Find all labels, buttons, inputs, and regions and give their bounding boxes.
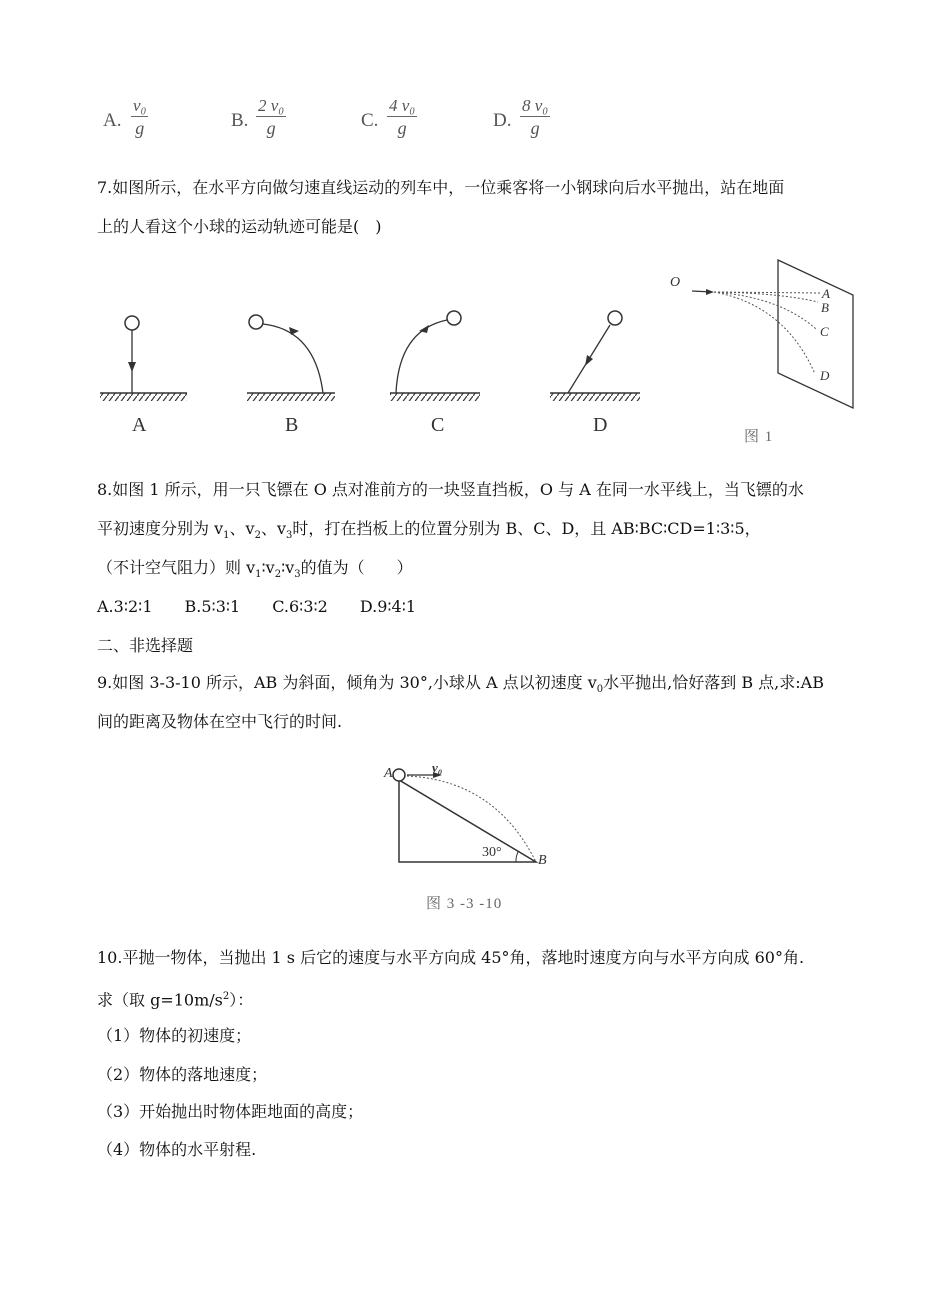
q9-text-line2: 间的距离及物体在空中飞行的时间. [97, 712, 343, 731]
trajectory-label-d: D [593, 414, 608, 436]
trajectory-c [390, 311, 480, 401]
q10-item-1: （1）物体的初速度； [97, 1026, 252, 1045]
q10-item-3: （3）开始抛出时物体距地面的高度； [97, 1102, 364, 1121]
q6-option-a-den: g [135, 118, 145, 138]
q6-option-d-label: D. [493, 110, 512, 131]
trajectory-a [100, 316, 187, 401]
q9-fig-v0: v₀ [432, 760, 443, 775]
q6-option-c-fraction [387, 96, 417, 139]
q9-text-line1: 9.如图 3-3-10 所示，AB 为斜面，倾角为 30°,小球从 A 点以初速度 $v_0$水平抛出,恰好落到 B 点,求:AB [97, 673, 824, 696]
q6-option-a-num: v₀ [133, 96, 147, 115]
q6-option-c-label: C. [361, 110, 379, 131]
q6-option-a-label: A. [103, 110, 122, 131]
q6-option-b-num: 2 v₀ [258, 96, 285, 115]
trajectory-label-a: A [132, 414, 147, 436]
section-heading-non-choice: 二、非选择题 [97, 636, 194, 655]
q9-fig-point-b: B [538, 853, 547, 868]
q6-option-c-num: 4 v₀ [389, 96, 416, 115]
q6-option-c-den: g [397, 118, 407, 138]
trajectory-b [247, 315, 335, 401]
q10-item-4: （4）物体的水平射程. [97, 1140, 257, 1159]
q9-fig-point-a: A [384, 766, 393, 781]
fig1-caption: 图 1 [744, 429, 774, 445]
q8-option-b: B.5∶3∶1 [184, 597, 241, 616]
q8-option-d: D.9∶4∶1 [359, 597, 417, 616]
figure-1-dart-board [660, 255, 870, 415]
fig1-point-b: B [821, 300, 829, 315]
q8-options [97, 597, 416, 617]
q9-fig-caption: 图 3 -3 -10 [426, 896, 503, 912]
q6-option-d-fraction [520, 96, 550, 139]
q6-option-b-label: B. [231, 110, 249, 131]
fig1-point-d: D [820, 368, 830, 383]
q9-fig-angle: 30° [482, 845, 502, 860]
trajectory-label-b: B [285, 414, 299, 436]
trajectory-d [550, 311, 640, 401]
fig1-point-o: O [670, 275, 681, 290]
q7-text-line1: 7.如图所示，在水平方向做匀速直线运动的列车中，一位乘客将一小钢球向后水平抛出，站在地面 [97, 178, 785, 197]
q8-text-line2: 平初速度分别为 $v_1$、$v_2$、$v_3$时，打在挡板上的位置分别为 B、C、D，且 AB∶BC∶CD=1∶3∶5， [97, 519, 761, 542]
q8-text-line1: 8.如图 1 所示，用一只飞镖在 O 点对准前方的一块竖直挡板，O 与 A 在同一水平线上，当飞镖的水 [97, 480, 804, 499]
q6-option-d-num: 8 v₀ [522, 96, 549, 115]
fig1-point-a: A [822, 286, 830, 301]
q6-option-a-fraction [131, 96, 148, 139]
q10-item-2: （2）物体的落地速度； [97, 1065, 268, 1084]
q10-text-line1: 10.平抛一物体，当抛出 1 s 后它的速度与水平方向成 45°角，落地时速度方向与水平方向成 60°角. [97, 948, 805, 967]
q6-option-b-fraction [256, 96, 286, 139]
q6-option-d-den: g [530, 118, 540, 138]
q7-trajectory-figures [95, 300, 655, 410]
q8-option-c: C.6∶3∶2 [272, 597, 328, 616]
q9-incline-figure [385, 760, 555, 870]
q8-text-line3: （不计空气阻力）则 $v_1∶v_2∶v_3$的值为（ ） [97, 558, 413, 581]
q8-option-a: A.3∶2∶1 [97, 597, 153, 616]
q6-option-b-den: g [266, 118, 276, 138]
trajectory-label-c: C [431, 414, 445, 436]
q7-text-line2: 上的人看这个小球的运动轨迹可能是( ) [97, 217, 382, 236]
fig1-point-c: C [820, 324, 829, 339]
q10-text-line2: 求（取 $g=10m/s^2$）： [97, 990, 254, 1010]
